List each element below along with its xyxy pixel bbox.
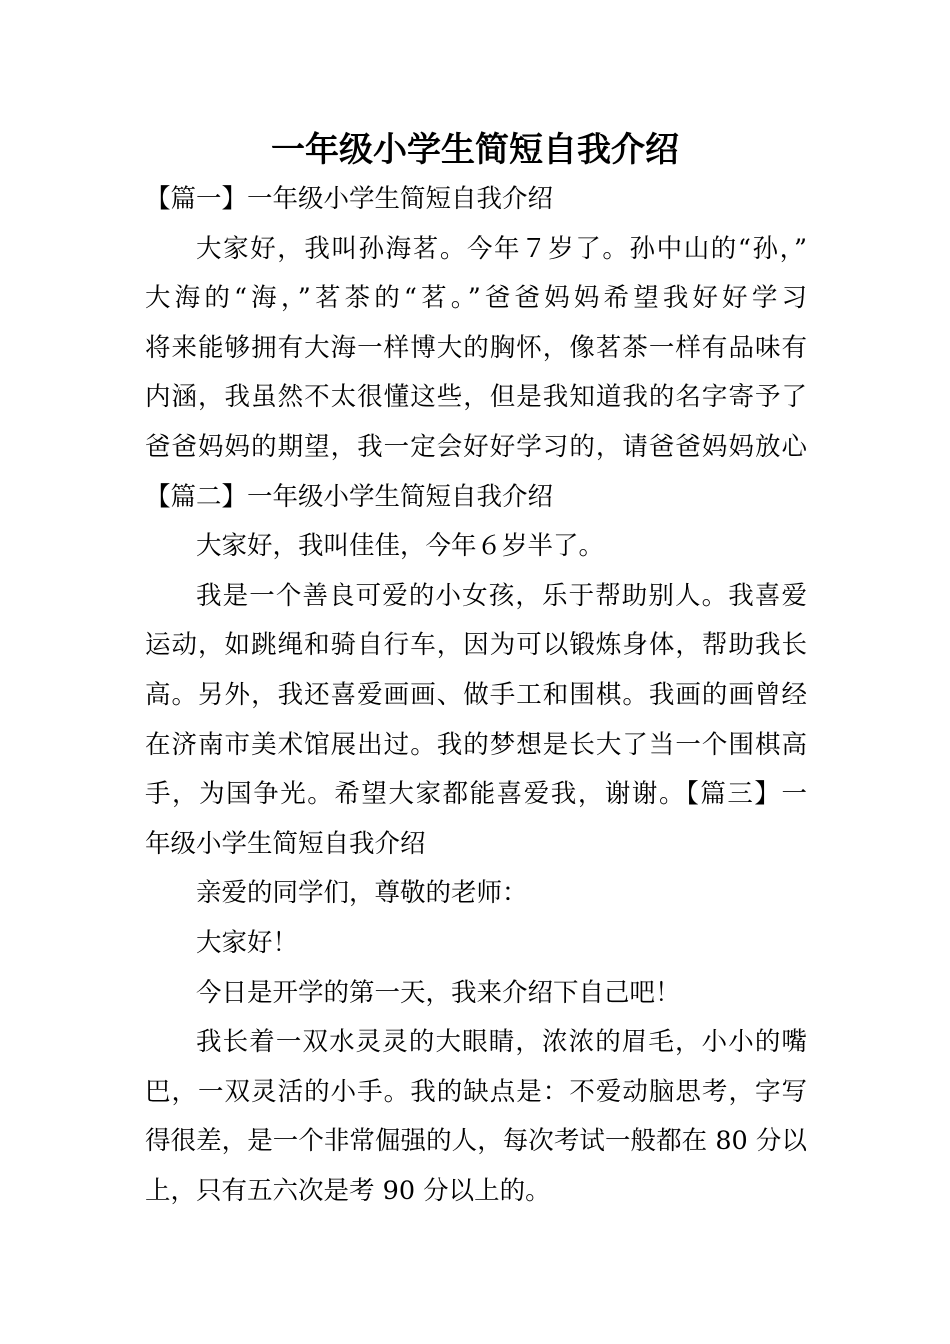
paragraph-line: 今日是开学的第一天，我来介绍下自己吧！ [196,977,681,1008]
paragraph-line: 将来能够拥有大海一样博大的胸怀，像茗茶一样有品味有 [145,332,807,363]
paragraph-line: 大家好！ [196,927,299,958]
paragraph-line: 上，只有五六次是考 90 分以上的。 [145,1175,551,1206]
paragraph-line: 手，为国争光。希望大家都能喜爱我，谢谢。【篇三】一 [145,779,807,810]
paragraph-line: 高。另外，我还喜爱画画、做手工和围棋。我画的画曾经 [145,679,807,710]
paragraph-line: 巴，一双灵活的小手。我的缺点是：不爱动脑思考，字写 [145,1076,807,1107]
paragraph-line: 年级小学生简短自我介绍 [145,828,426,859]
paragraph-line: 内涵，我虽然不太很懂这些，但是我知道我的名字寄予了 [145,382,807,413]
paragraph-line: 大家好，我叫佳佳，今年６岁半了。 [196,531,605,562]
paragraph-line: 得很差，是一个非常倔强的人，每次考试一般都在 80 分以 [145,1126,807,1157]
paragraph-line: 我长着一双水灵灵的大眼睛，浓浓的眉毛，小小的嘴 [196,1027,807,1058]
paragraph-line: 大家好，我叫孙海茗。今年７岁了。孙中山的“孙，” [196,233,807,264]
section-heading-1: 【篇一】一年级小学生简短自我介绍 [145,184,554,214]
section-heading-2: 【篇二】一年级小学生简短自我介绍 [145,481,554,512]
paragraph-line: 我是一个善良可爱的小女孩，乐于帮助别人。我喜爱 [196,580,807,611]
document-title: 一年级小学生简短自我介绍 [271,130,679,170]
paragraph-line: 运动，如跳绳和骑自行车，因为可以锻炼身体，帮助我长 [145,630,807,661]
paragraph-line: 亲爱的同学们，尊敬的老师： [196,878,528,909]
document-body [145,175,807,1216]
paragraph-line: 大海的“海，”茗茶的“茗。”爸爸妈妈希望我好好学习 [145,283,807,314]
paragraph-line: 爸爸妈妈的期望，我一定会好好学习的，请爸爸妈妈放心 [145,431,807,462]
paragraph-line: 在济南市美术馆展出过。我的梦想是长大了当一个围棋高 [145,729,807,760]
